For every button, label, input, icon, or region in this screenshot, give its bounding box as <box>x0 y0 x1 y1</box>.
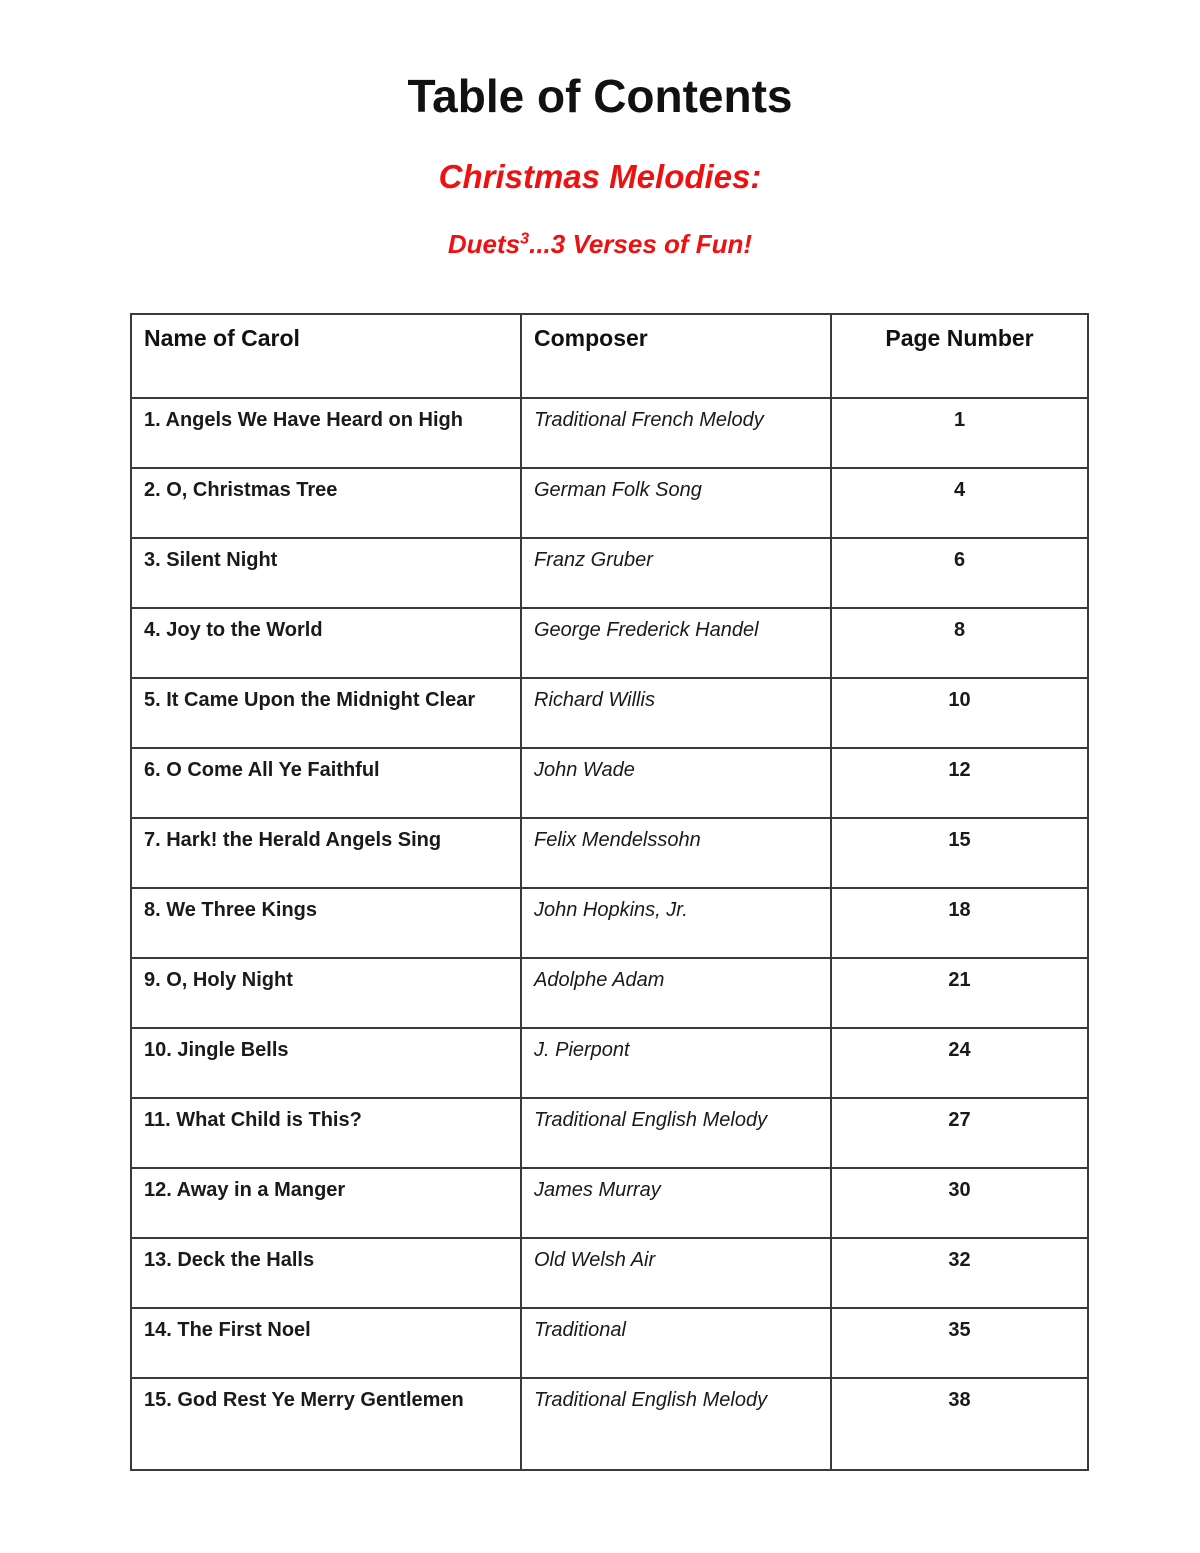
table-row <box>131 1308 1088 1378</box>
collection-subtitle: Christmas Melodies: <box>438 158 762 196</box>
carol-name-cell: 2. O, Christmas Tree <box>131 468 521 538</box>
column-header-page: Page Number <box>831 314 1088 398</box>
table-row <box>131 818 1088 888</box>
carol-name-cell: 9. O, Holy Night <box>131 958 521 1028</box>
composer-cell: Richard Willis <box>521 678 831 748</box>
page-number-cell: 30 <box>831 1168 1088 1238</box>
table-row <box>131 1028 1088 1098</box>
carol-name-cell: 5. It Came Upon the Midnight Clear <box>131 678 521 748</box>
composer-cell: Traditional <box>521 1308 831 1378</box>
edition-prefix: Duets <box>447 229 521 260</box>
composer-cell: George Frederick Handel <box>521 608 831 678</box>
toc-table-body <box>131 398 1088 1470</box>
composer-cell: Felix Mendelssohn <box>521 818 831 888</box>
carol-name-cell: 11. What Child is This? <box>131 1098 521 1168</box>
composer-cell: Adolphe Adam <box>521 958 831 1028</box>
page-number-cell: 8 <box>831 608 1088 678</box>
page-number-cell: 32 <box>831 1238 1088 1308</box>
composer-cell: John Hopkins, Jr. <box>521 888 831 958</box>
edition-suffix: ...3 Verses of Fun! <box>529 229 753 260</box>
table-row <box>131 888 1088 958</box>
carol-name-cell: 8. We Three Kings <box>131 888 521 958</box>
column-header-composer: Composer <box>521 314 831 398</box>
edition-superscript: 3 <box>520 229 530 248</box>
carol-name-cell: 3. Silent Night <box>131 538 521 608</box>
table-row <box>131 608 1088 678</box>
table-row <box>131 1378 1088 1470</box>
page-number-cell: 15 <box>831 818 1088 888</box>
table-row <box>131 748 1088 818</box>
composer-cell: Old Welsh Air <box>521 1238 831 1308</box>
page-title: Table of Contents <box>407 70 793 122</box>
carol-name-cell: 13. Deck the Halls <box>131 1238 521 1308</box>
table-header-row <box>131 314 1088 398</box>
table-row <box>131 678 1088 748</box>
carol-name-cell: 7. Hark! the Herald Angels Sing <box>131 818 521 888</box>
carol-name-cell: 4. Joy to the World <box>131 608 521 678</box>
table-row <box>131 398 1088 468</box>
toc-table <box>130 313 1089 1471</box>
page-number-cell: 6 <box>831 538 1088 608</box>
table-row <box>131 1168 1088 1238</box>
composer-cell: Traditional English Melody <box>521 1098 831 1168</box>
page-number-cell: 24 <box>831 1028 1088 1098</box>
page-number-cell: 18 <box>831 888 1088 958</box>
carol-name-cell: 6. O Come All Ye Faithful <box>131 748 521 818</box>
table-row <box>131 1238 1088 1308</box>
composer-cell: J. Pierpont <box>521 1028 831 1098</box>
page-number-cell: 12 <box>831 748 1088 818</box>
carol-name-cell: 14. The First Noel <box>131 1308 521 1378</box>
composer-cell: John Wade <box>521 748 831 818</box>
page-number-cell: 4 <box>831 468 1088 538</box>
composer-cell: German Folk Song <box>521 468 831 538</box>
composer-cell: Traditional English Melody <box>521 1378 831 1470</box>
composer-cell: Traditional French Melody <box>521 398 831 468</box>
carol-name-cell: 1. Angels We Have Heard on High <box>131 398 521 468</box>
page-number-cell: 38 <box>831 1378 1088 1470</box>
page-number-cell: 27 <box>831 1098 1088 1168</box>
carol-name-cell: 10. Jingle Bells <box>131 1028 521 1098</box>
page-number-cell: 1 <box>831 398 1088 468</box>
composer-cell: James Murray <box>521 1168 831 1238</box>
table-row <box>131 468 1088 538</box>
page-number-cell: 10 <box>831 678 1088 748</box>
table-row <box>131 1098 1088 1168</box>
carol-name-cell: 15. God Rest Ye Merry Gentlemen <box>131 1378 521 1470</box>
page-number-cell: 21 <box>831 958 1088 1028</box>
table-row <box>131 958 1088 1028</box>
column-header-carol: Name of Carol <box>131 314 521 398</box>
page-number-cell: 35 <box>831 1308 1088 1378</box>
edition-subtitle <box>0 229 1200 260</box>
composer-cell: Franz Gruber <box>521 538 831 608</box>
table-row <box>131 538 1088 608</box>
carol-name-cell: 12. Away in a Manger <box>131 1168 521 1238</box>
